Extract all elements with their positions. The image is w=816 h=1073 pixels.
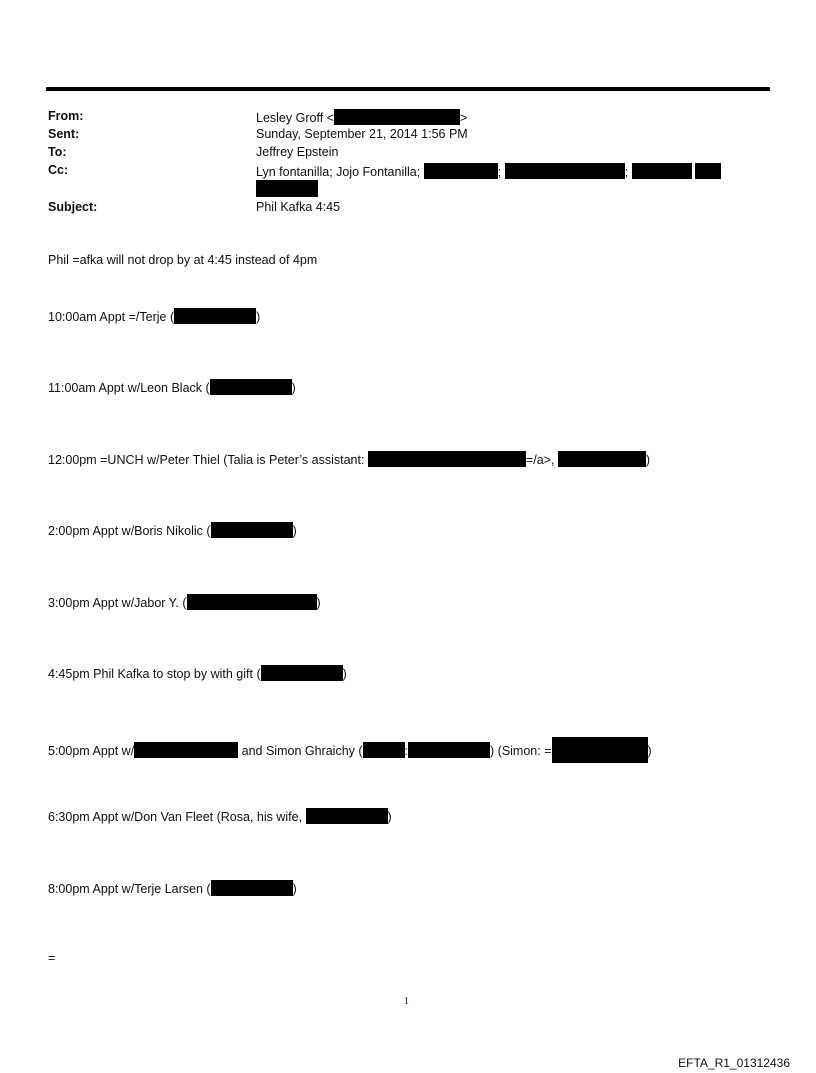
schedule-line	[48, 451, 650, 467]
schedule-text: 6:30pm Appt w/Don Van Fleet (Rosa, his wife,	[48, 810, 306, 824]
schedule-line	[48, 522, 297, 538]
schedule-line	[48, 308, 260, 324]
redaction-box	[134, 742, 238, 758]
schedule-text: )	[647, 744, 652, 758]
cc-names: Lyn fontanilla; Jojo Fontanilla;	[256, 165, 421, 179]
schedule-text: )	[292, 882, 297, 896]
redaction-box	[408, 742, 490, 758]
schedule-text: :	[404, 744, 409, 758]
redaction-box	[211, 522, 293, 538]
schedule-text: 4:45pm Phil Kafka to stop by with gift (	[48, 667, 261, 681]
schedule-line	[48, 379, 296, 395]
redaction-box	[505, 163, 625, 179]
schedule-text: )	[387, 810, 392, 824]
schedule-text: )	[292, 524, 297, 538]
schedule-text: )	[645, 453, 651, 467]
to-label: To:	[48, 145, 67, 159]
redaction-box	[363, 742, 405, 758]
schedule-line	[48, 880, 297, 896]
redaction-box	[424, 163, 498, 179]
schedule-text: )	[342, 667, 347, 681]
from-value	[256, 109, 467, 125]
to-value: Jeffrey Epstein	[256, 145, 339, 159]
from-label: From:	[48, 109, 84, 123]
schedule-text: )	[316, 596, 321, 610]
redaction-box	[368, 451, 526, 467]
redaction-box	[552, 737, 648, 763]
redaction-box	[306, 808, 388, 824]
from-bracket: >	[459, 111, 468, 125]
schedule-text: ) (Simon: =	[490, 744, 552, 758]
subject-label: Subject:	[48, 200, 98, 214]
body-trailing: =	[48, 951, 56, 965]
from-name: Lesley Groff <	[256, 111, 334, 125]
sent-value: Sunday, September 21, 2014 1:56 PM	[256, 127, 468, 141]
redaction-box	[334, 109, 460, 125]
schedule-text: 8:00pm Appt w/Terje Larsen (	[48, 882, 211, 896]
redaction-box	[210, 379, 292, 395]
schedule-line	[48, 665, 347, 681]
redaction-box	[211, 880, 293, 896]
redaction-box	[632, 163, 692, 179]
schedule-text: 3:00pm Appt w/Jabor Y. (	[48, 596, 187, 610]
schedule-text: =/a>,	[525, 453, 558, 467]
redaction-box	[695, 163, 721, 179]
body-intro: Phil =afka will not drop by at 4:45 instead of 4pm	[48, 253, 318, 267]
redaction-box	[187, 594, 317, 610]
cc-value	[256, 163, 721, 179]
redaction-box	[558, 451, 646, 467]
redaction-box	[174, 308, 256, 324]
redaction-box	[256, 180, 318, 197]
cc-separator: ;	[497, 165, 502, 179]
schedule-text: 5:00pm Appt w/	[48, 744, 135, 758]
page-number: 1	[404, 996, 409, 1007]
bates-number: EFTA_R1_01312436	[678, 1056, 790, 1070]
cc-label: Cc:	[48, 163, 69, 177]
schedule-line	[48, 737, 652, 763]
schedule-text: 11:00am Appt w/Leon Black (	[48, 381, 210, 395]
schedule-text: 12:00pm =UNCH w/Peter Thiel (Talia is Peter’s assistant:	[48, 453, 368, 467]
schedule-text: 2:00pm Appt w/Boris Nikolic (	[48, 524, 211, 538]
subject-value: Phil Kafka 4:45	[256, 200, 341, 214]
schedule-line	[48, 808, 392, 824]
sent-label: Sent:	[48, 127, 80, 141]
schedule-text: )	[256, 310, 261, 324]
schedule-line	[48, 594, 321, 610]
redaction-box	[261, 665, 343, 681]
schedule-text: )	[291, 381, 296, 395]
header-rule	[46, 87, 770, 91]
schedule-text: and Simon Ghraichy (	[238, 744, 363, 758]
schedule-text: 10:00am Appt =/Terje (	[48, 310, 175, 324]
cc-separator: ;	[624, 165, 629, 179]
